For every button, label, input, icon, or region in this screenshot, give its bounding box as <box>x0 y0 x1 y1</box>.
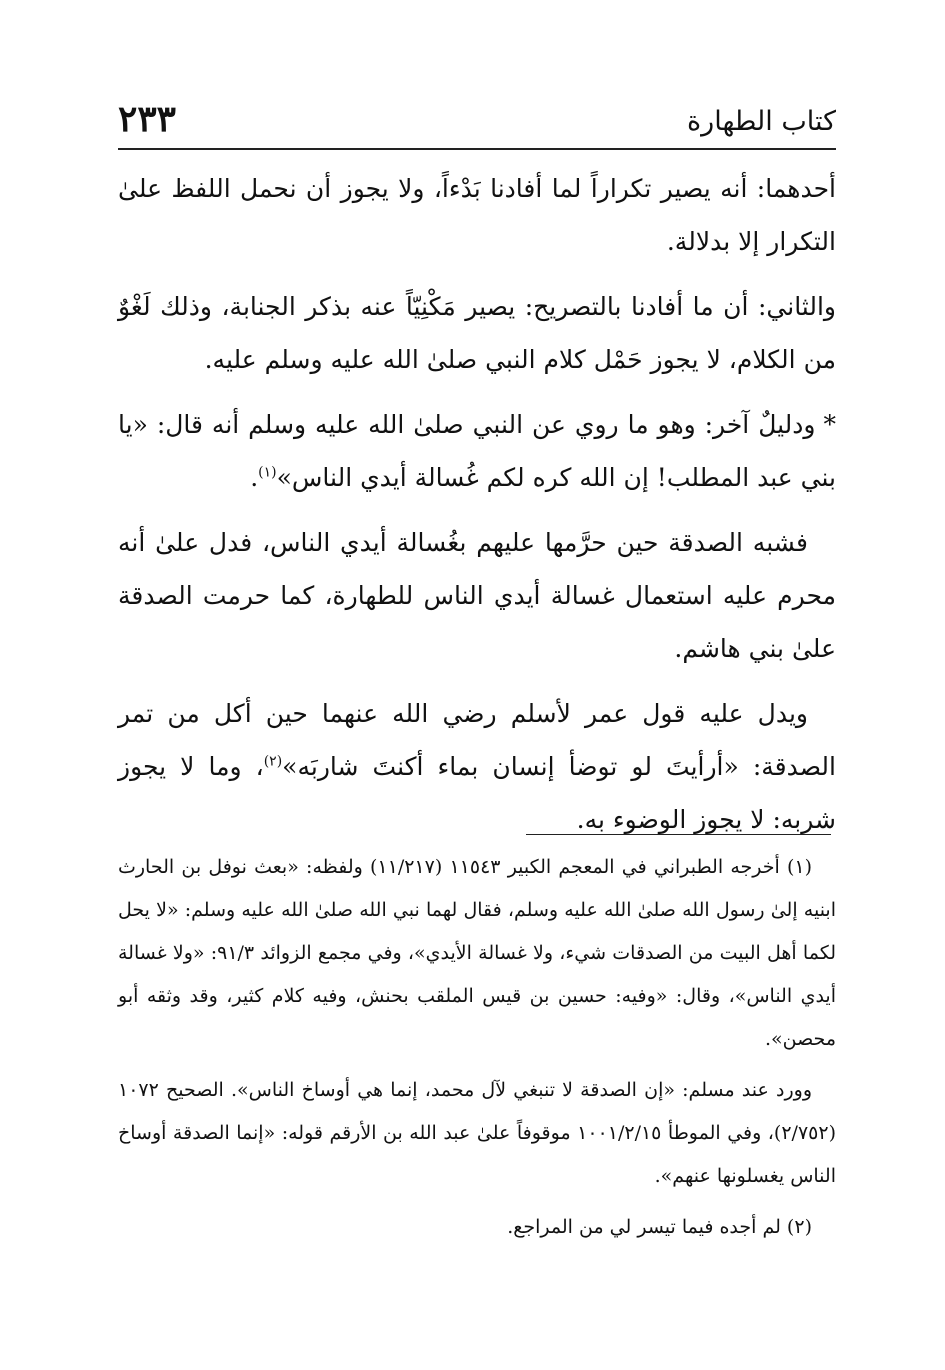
paragraph-5-text: ويدل عليه قول عمر لأسلم رضي الله عنهما حين أكل من تمر الصدقة: «أرأيتَ لو توضأ إنسان بماء أكنتَ شاربَه» <box>118 699 836 781</box>
paragraph-5-end: ، وما لا يجوز شربه: لا يجوز الوضوء به. <box>118 752 836 834</box>
page-number: ٢٣٣ <box>118 98 177 140</box>
paragraph-4: فشبه الصدقة حين حرَّمها عليهم بغُسالة أيدي الناس، فدل علىٰ أنه محرم عليه استعمال غسالة أيدي الناس للطهارة، كما حرمت الصدقة علىٰ بني هاشم. <box>118 528 836 663</box>
paragraph-2: والثاني: أن ما أفادنا بالتصريح: يصير مَكْنِيّاً عنه بذكر الجنابة، وذلك لَغْوٌ من الكلام، لا يجوز حَمْل كلام النبي صلىٰ الله عليه وسلم عليه. <box>118 292 836 374</box>
footnote-1-continued: وورد عند مسلم: «إن الصدقة لا تنبغي لآل محمد، إنما هي أوساخ الناس». الصحيح ١٠٧٢ (٢/٧٥٢)، وفي الموطأ ١٠٠١/٢/١٥ موقوفاً علىٰ عبد الله بن الأرقم قوله: «إنما الصدقة أوساخ الناس يغسلونها عنهم». <box>118 1079 836 1187</box>
footnote-2: (٢) لم أجده فيما تيسر لي من المراجع. <box>507 1216 812 1238</box>
paragraph-3-end: . <box>250 463 259 492</box>
footnote-ref-2: (٢) <box>263 753 283 770</box>
footnote-divider <box>526 834 831 835</box>
book-title: كتاب الطهارة <box>687 106 836 137</box>
footnote-ref-1: (١) <box>258 464 277 481</box>
paragraph-3-text: ودليلٌ آخر: وهو ما روي عن النبي صلىٰ الله عليه وسلم أنه قال: «يا بني عبد المطلب! إن الله كره لكم غُسالة أيدي الناس» <box>118 410 836 492</box>
footnote-1: (١) أخرجه الطبراني في المعجم الكبير ١١٥٤٣ (١١/٢١٧) ولفظه: «بعث نوفل بن الحارث ابنيه إلىٰ رسول الله صلىٰ الله عليه وسلم، فقال لهما نبي الله صلىٰ الله عليه وسلم: «لا يحل لكما أهل البيت من الصدقات شيء، ولا غسالة الأيدي»، وفي مجمع الزوائد ٩١/٣: «ولا غسالة أيدي الناس»، وقال: «وفيه: حسين بن قيس الملقب بحنش، وفيه كلام كثير، وقد وثقه أبو محصن». <box>118 856 836 1050</box>
paragraph-1: أحدهما: أنه يصير تكراراً لما أفادنا بَدْءاً، ولا يجوز أن نحمل اللفظ علىٰ التكرار إلا بدلالة. <box>118 174 836 256</box>
footnotes <box>118 846 836 1257</box>
main-text <box>118 162 836 858</box>
star-bullet: * <box>823 410 836 439</box>
paragraph-5 <box>118 687 836 846</box>
paragraph-3 <box>118 398 836 504</box>
running-header <box>118 96 836 150</box>
